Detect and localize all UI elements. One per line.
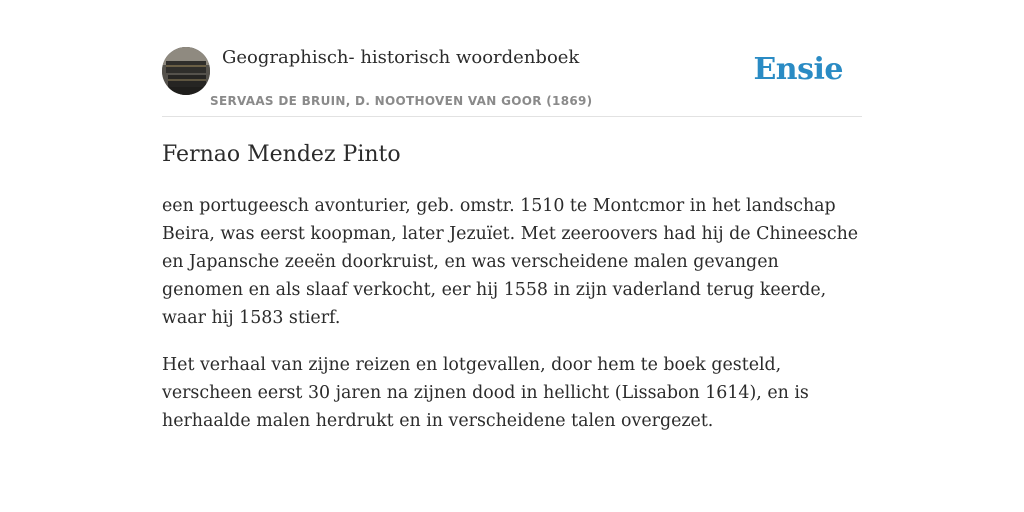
book-authors: SERVAAS DE BRUIN, D. NOOTHOVEN VAN GOOR (1869)	[210, 94, 593, 108]
old-books-icon	[162, 47, 210, 95]
book-header	[162, 44, 862, 117]
book-thumbnail[interactable]	[162, 47, 210, 95]
entry-body	[162, 192, 862, 454]
ensie-logo-link[interactable]: Ensie	[753, 52, 843, 87]
entry-paragraph: een portugeesch avonturier, geb. omstr. 1510 te Montcmor in het landschap Beira, was eerst koopman, later Jezuïet. Met zeeroovers had hij de Chineesche en Japansche zeeën doorkruist, en was verscheidene malen gevangen genomen en als slaaf verkocht, eer hij 1558 in zijn vaderland terug keerde, waar hij 1583 stierf.	[162, 196, 859, 328]
book-title[interactable]: Geographisch- historisch woordenboek	[222, 47, 580, 68]
entry-title: Fernao Mendez Pinto	[162, 142, 401, 167]
entry-paragraph: Het verhaal van zijne reizen en lotgevallen, door hem te boek gesteld, verscheen eerst 30 jaren na zijnen dood in hellicht (Lissabon 1614), en is herhaalde malen herdrukt en in verscheidene talen overgezet.	[162, 355, 809, 431]
